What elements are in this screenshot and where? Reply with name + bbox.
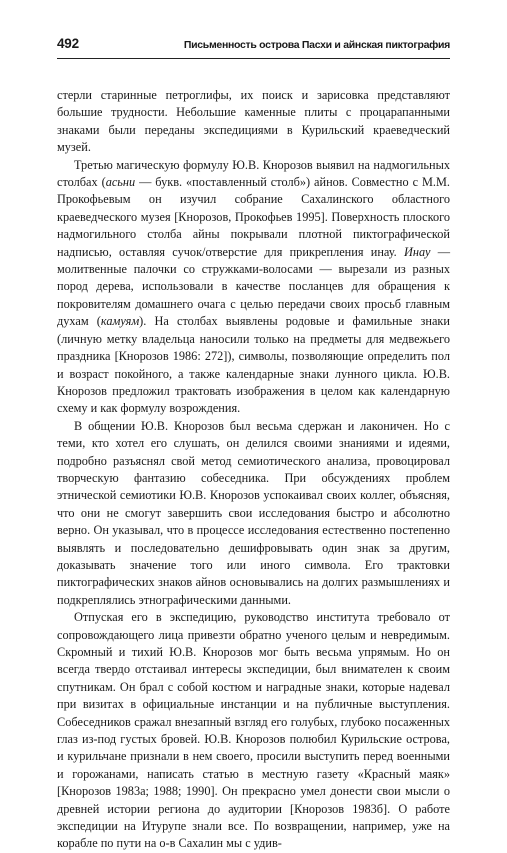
text-run: ). На столбах выявлены родовые и фамильные знаки (личную метку владельца наносили только на предметы для медвежьего праздника [Кнорозов 1986: 272]), символы, позволяющие определить пол и возраст покойного, а также календарные знаки лунного цикла. Ю.В. Кнорозов предложил трактовать изображения в целом как календарную схему и как формулу возрождения. xyxy=(57,314,450,416)
text-run: Отпуская его в экспедицию, руководство института требовало от сопровождающего лица привезти обратно ученого целым и невредимым. Скромный и тихий Ю.В. Кнорозов мог быть весьма упрямым. Но он всегда твердо отстаивал интересы экспедиции, был внимателен к своим спутникам. Он брал с собой костюм и наградные знаки, которые надевал при визитах в официальные инстанции и на публичные выступления. Собеседников сражал внезапный взгляд его голубых, глубоко посаженных глаз из-под густых бровей. Ю.В. Кнорозов полюбил Курильские острова, и курильчане признали в нем своего, просили выступить перед военными и горожанами, написать статью в местную газету «Красный маяк» [Кнорозов 1983а; 1988; 1990]. Он прекрасно умел донести свои мысли о древней истории региона до аудитории [Кнорозов 1983б]. О работе экспедиции на Итурупе знали все. По возвращении, например, уже на корабле по пути на о-в Сахалин мы с удив- xyxy=(57,610,450,851)
text-run: — букв. «поставленный столб») айнов. Совместно с М.М. Прокофьевым он изучил собрание Сахалинского областного краеведческого музея [Кнорозов, Прокофьев 1995]. Поверхность плоского надмогильного столба айны покрывали плотной пиктографической надписью, оставляя сучок/отверстие для прикрепления инау. xyxy=(57,175,450,259)
text-run: — молитвенные палочки со стружками-волосами — вырезали из разных пород дерева, использовали в качестве посланцев для обращения к покровителям домашнего очага с целью передачи своих просьб главным духам ( xyxy=(57,244,450,329)
book-page xyxy=(57,36,450,853)
paragraph xyxy=(57,157,450,418)
text-run: Третью магическую формулу Ю.В. Кнорозов выявил на надмогильных столбах ( xyxy=(57,157,450,190)
paragraph-continued xyxy=(57,87,450,157)
italic-term-kamuy: камуям xyxy=(100,314,140,329)
running-header xyxy=(57,36,450,59)
text-body xyxy=(57,87,450,853)
text-run: стерли старинные петроглифы, их поиск и зарисовка представляют большие трудности. Небольшие каменные плиты с процарапанными знаками были переданы экспедициями в Курильский краеведческий музей. xyxy=(57,88,450,155)
text-run: В общении Ю.В. Кнорозов был весьма сдержан и лаконичен. Но с теми, кто хотел его слушать, он делился своими знаниями и идеями, подробно разъяснял свой метод семиотического анализа, провоцировал творческую фантазию собеседника. При обсуждениях проблем этнической семиотики Ю.В. Кнорозов успокаивал своих коллег, объясняя, что они не смогут завершить свои исследования быстро и абсолютно верно. Он указывал, что в процессе исследования естественно постепенно выявлять и последовательно дешифровывать один знак за другим, доказывать значение того или иного символа. Его трактовки пиктографических знаков айнов основывались на долгих размышлениях и подкреплялись этнографическими данными. xyxy=(57,418,450,607)
italic-term-inau: Инау xyxy=(404,244,431,259)
running-title: Письменность острова Пасхи и айнская пиктография xyxy=(183,39,450,51)
paragraph xyxy=(57,609,450,853)
page-number: 492 xyxy=(57,36,79,51)
italic-term-asni: асьни xyxy=(105,175,136,190)
paragraph xyxy=(57,418,450,609)
